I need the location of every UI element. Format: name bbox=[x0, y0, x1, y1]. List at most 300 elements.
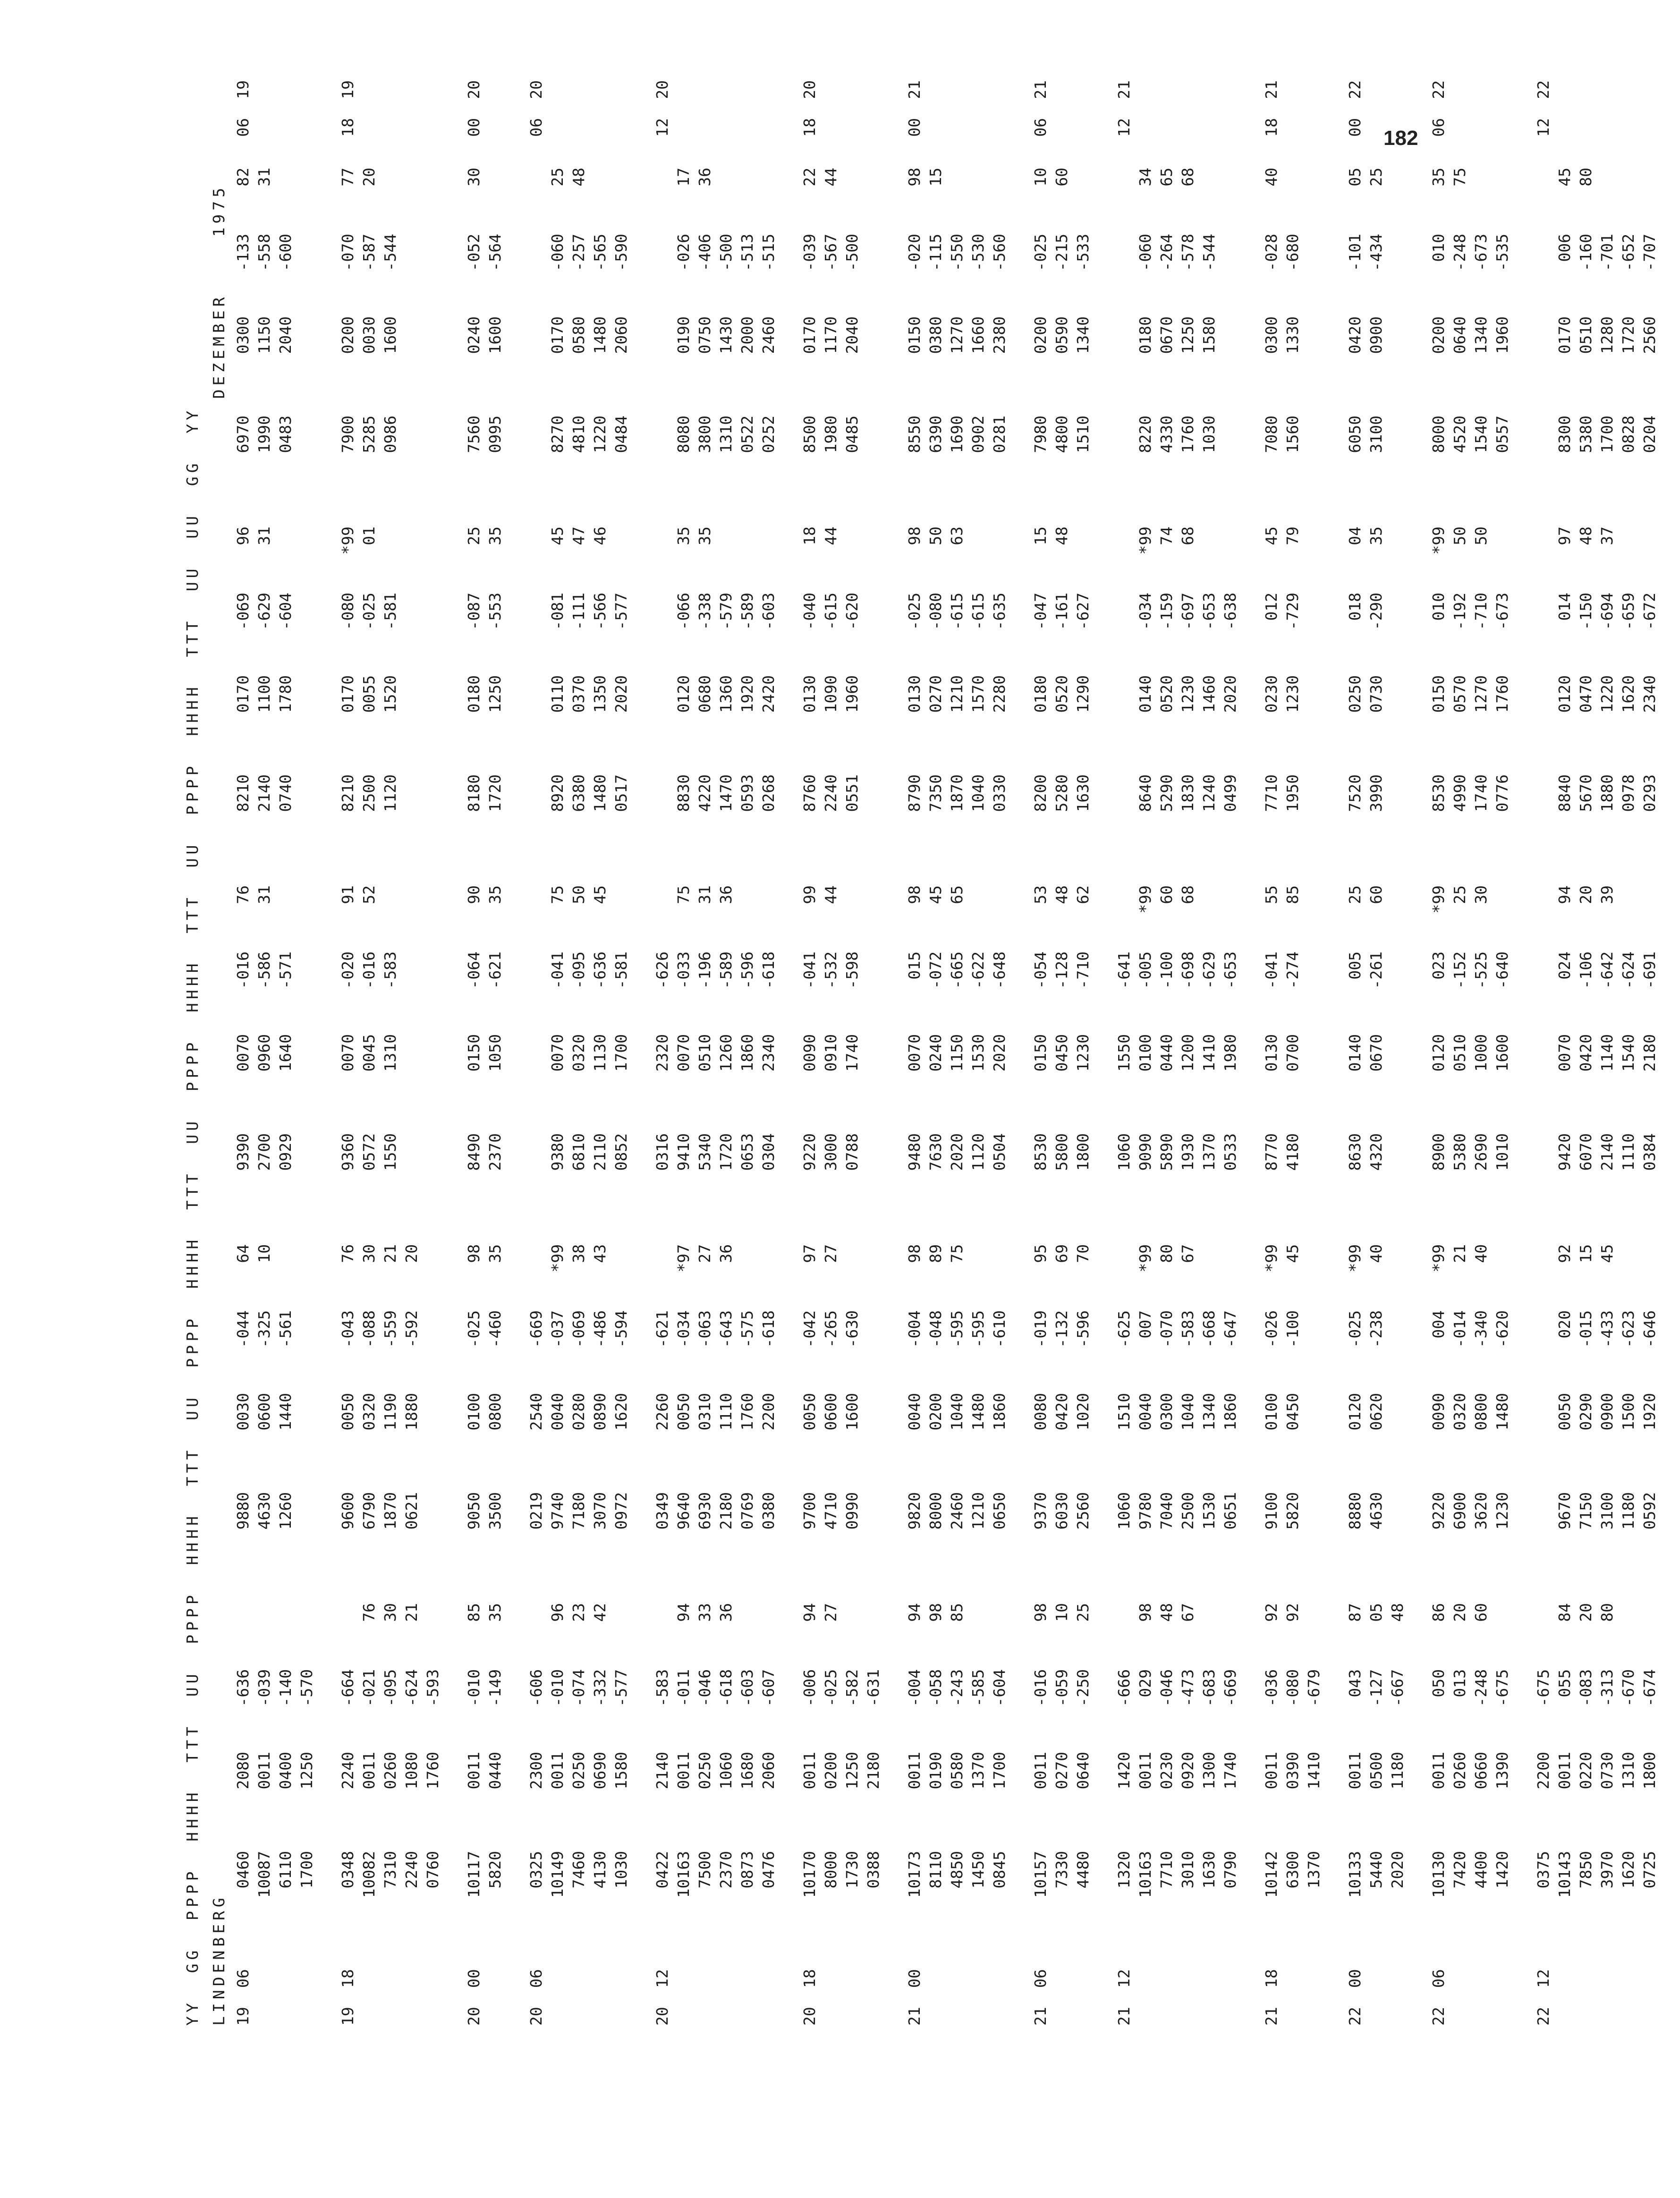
hour-gg bbox=[611, 1950, 632, 1988]
cell-ttt: -133 bbox=[234, 234, 252, 272]
cell-uu: 38 bbox=[569, 1244, 588, 1263]
cell-uu bbox=[1072, 168, 1094, 234]
cell-ttt: -653 bbox=[1221, 951, 1239, 989]
cell-pppp: 1620 bbox=[1619, 1851, 1638, 1889]
cell-pppp: 1420 bbox=[1493, 1851, 1511, 1889]
cell-hhhh: 0170 bbox=[548, 316, 567, 354]
observation-block bbox=[904, 874, 925, 1232]
cell-hhhh: 2340 bbox=[759, 1034, 778, 1072]
table-row bbox=[1072, 80, 1094, 2026]
observation-block bbox=[611, 1232, 632, 1591]
cell-hhhh: 1740 bbox=[1221, 1752, 1239, 1790]
cell-uu: 75 bbox=[674, 885, 693, 904]
cell-uu bbox=[526, 168, 547, 234]
cell-ttt: -672 bbox=[1640, 593, 1659, 630]
cell-hhhh bbox=[1303, 1034, 1324, 1133]
observation-block bbox=[1030, 156, 1051, 515]
observation-block bbox=[967, 515, 989, 874]
day-yy: 20 bbox=[653, 2007, 671, 2026]
cell-pppp: 8300 bbox=[1555, 416, 1574, 453]
cell-ttt: -021 bbox=[360, 1669, 378, 1707]
cell-pppp: 1760 bbox=[1179, 416, 1197, 453]
observation-block bbox=[715, 1232, 737, 1591]
observation-block bbox=[526, 156, 547, 515]
observation-block bbox=[715, 1591, 737, 1950]
cell-hhhh: 1230 bbox=[1179, 675, 1197, 713]
cell-uu: 53 bbox=[1031, 885, 1050, 904]
observation-block bbox=[547, 1591, 568, 1950]
cell-hhhh: 0470 bbox=[1577, 675, 1595, 713]
page-number: 182 bbox=[1383, 127, 1418, 150]
cell-hhhh: 0120 bbox=[1346, 1393, 1364, 1431]
cell-pppp: 9220 bbox=[800, 1133, 819, 1171]
cell-hhhh: 0011 bbox=[674, 1752, 693, 1790]
cell-uu bbox=[1303, 1244, 1324, 1310]
observation-block bbox=[1639, 1232, 1660, 1591]
cell-ttt bbox=[422, 951, 443, 1034]
cell-ttt: -669 bbox=[1221, 1669, 1239, 1707]
cell-hhhh: 1080 bbox=[402, 1752, 421, 1790]
cell-hhhh: 1090 bbox=[822, 675, 840, 713]
cell-uu bbox=[1113, 168, 1135, 234]
cell-uu bbox=[1220, 1244, 1241, 1310]
cell-uu bbox=[1198, 1244, 1220, 1310]
cell-hhhh: 0240 bbox=[465, 316, 483, 354]
cell-pppp bbox=[401, 1133, 422, 1232]
cell-pppp: 7520 bbox=[1346, 774, 1364, 812]
cell-uu: 98 bbox=[1031, 1603, 1050, 1622]
cell-uu bbox=[715, 526, 737, 593]
cell-pppp: 5340 bbox=[696, 1133, 714, 1171]
hour-gg: 06 bbox=[1429, 1969, 1448, 1988]
cell-ttt: -473 bbox=[1179, 1669, 1197, 1707]
cell-ttt: -140 bbox=[276, 1669, 295, 1707]
observation-block bbox=[946, 1232, 967, 1591]
day-yy bbox=[715, 1988, 737, 2026]
cell-hhhh: 0250 bbox=[696, 1752, 714, 1790]
cell-ttt bbox=[1303, 951, 1324, 1034]
cell-pppp: 0621 bbox=[402, 1492, 421, 1530]
cell-ttt bbox=[401, 951, 422, 1034]
cell-hhhh: 0200 bbox=[339, 316, 357, 354]
hour-gg: 18 bbox=[339, 1969, 357, 1988]
cell-pppp: 7980 bbox=[1031, 416, 1050, 453]
column-header: HHHH bbox=[183, 1486, 202, 1565]
cell-ttt: -544 bbox=[381, 234, 399, 272]
day-yy bbox=[1282, 1988, 1303, 2026]
cell-hhhh: 1170 bbox=[822, 316, 840, 354]
cell-ttt: -668 bbox=[1200, 1310, 1218, 1348]
observation-block bbox=[296, 1232, 317, 1591]
observation-block bbox=[799, 1591, 820, 1950]
cell-hhhh: 0040 bbox=[905, 1393, 924, 1431]
cell-pppp bbox=[1533, 1492, 1554, 1591]
cell-pppp: 4480 bbox=[1074, 1851, 1092, 1889]
observation-block bbox=[1135, 1591, 1156, 1950]
cell-ttt: -626 bbox=[653, 951, 671, 989]
observation-block bbox=[1072, 874, 1094, 1232]
cell-ttt: -025 bbox=[360, 593, 378, 630]
hour-gg bbox=[673, 1950, 694, 1988]
cell-ttt bbox=[401, 593, 422, 675]
cell-ttt: -019 bbox=[1031, 1310, 1050, 1348]
end-gg: 18 bbox=[800, 118, 819, 137]
year-label: 1975 bbox=[210, 184, 228, 237]
observation-block bbox=[1428, 1232, 1449, 1591]
cell-uu: 50 bbox=[569, 885, 588, 904]
cell-ttt: -081 bbox=[548, 593, 567, 630]
cell-hhhh: 0800 bbox=[486, 1393, 504, 1431]
cell-pppp: 6970 bbox=[234, 416, 252, 453]
day-yy bbox=[1156, 1988, 1177, 2026]
observation-block bbox=[1282, 1591, 1303, 1950]
observation-block bbox=[1156, 156, 1177, 515]
cell-hhhh: 0011 bbox=[1346, 1752, 1364, 1790]
hour-gg bbox=[1051, 1950, 1072, 1988]
cell-hhhh: 0190 bbox=[926, 1752, 945, 1790]
observation-block bbox=[1618, 1232, 1639, 1591]
observation-block bbox=[1366, 1591, 1387, 1950]
observation-block bbox=[401, 156, 422, 515]
observation-block bbox=[232, 156, 254, 515]
cell-ttt: -332 bbox=[591, 1669, 609, 1707]
cell-ttt: -037 bbox=[548, 1310, 567, 1348]
observation-block bbox=[484, 1232, 506, 1591]
observation-block bbox=[422, 1591, 443, 1950]
hour-gg bbox=[946, 1950, 967, 1988]
observation-block bbox=[1177, 1232, 1198, 1591]
cell-pppp: 4990 bbox=[1451, 774, 1469, 812]
table-row bbox=[1366, 80, 1387, 2026]
cell-hhhh: 1600 bbox=[843, 1393, 861, 1431]
cell-pppp: 5440 bbox=[1367, 1851, 1385, 1889]
observation-block bbox=[401, 874, 422, 1232]
cell-uu bbox=[1492, 526, 1513, 593]
cell-uu: *99 bbox=[1429, 1244, 1448, 1273]
observation-block bbox=[1156, 874, 1177, 1232]
observation-block bbox=[422, 874, 443, 1232]
cell-pppp: 8550 bbox=[905, 416, 924, 453]
observation-block bbox=[1618, 874, 1639, 1232]
cell-uu: 95 bbox=[1031, 1244, 1050, 1263]
hour-gg: 12 bbox=[653, 1969, 671, 1988]
observation-block bbox=[1072, 1591, 1094, 1950]
cell-uu bbox=[989, 168, 1010, 234]
cell-uu bbox=[989, 885, 1010, 951]
cell-pppp: 0852 bbox=[612, 1133, 630, 1171]
cell-pppp: 1030 bbox=[612, 1851, 630, 1889]
cell-hhhh: 1430 bbox=[717, 316, 735, 354]
cell-pppp: 1800 bbox=[1074, 1133, 1092, 1171]
cell-uu: 67 bbox=[1179, 1244, 1197, 1263]
cell-pppp: 8790 bbox=[905, 774, 924, 812]
cell-ttt: -583 bbox=[1179, 1310, 1197, 1348]
observation-group bbox=[1030, 80, 1094, 2026]
cell-uu: 92 bbox=[1555, 1244, 1574, 1263]
cell-ttt bbox=[652, 234, 673, 316]
cell-pppp: 0776 bbox=[1493, 774, 1511, 812]
cell-ttt: -624 bbox=[402, 1669, 421, 1707]
cell-hhhh: 0500 bbox=[1367, 1752, 1385, 1790]
cell-ttt: -101 bbox=[1346, 234, 1364, 272]
cell-pppp: 8180 bbox=[465, 774, 483, 812]
cell-pppp: 0485 bbox=[843, 416, 861, 453]
column-header: TTT bbox=[183, 1144, 202, 1210]
day-yy bbox=[1135, 1988, 1156, 2026]
hour-gg bbox=[1449, 1950, 1470, 1988]
cell-hhhh: 0670 bbox=[1157, 316, 1176, 354]
observation-block bbox=[1428, 1591, 1449, 1950]
cell-ttt bbox=[1387, 593, 1408, 675]
cell-hhhh: 1460 bbox=[1200, 675, 1218, 713]
cell-ttt: -577 bbox=[612, 1669, 630, 1707]
cell-hhhh: 1600 bbox=[1493, 1034, 1511, 1072]
cell-uu bbox=[275, 526, 296, 593]
cell-uu bbox=[841, 1244, 863, 1310]
cell-pppp: 0460 bbox=[234, 1851, 252, 1889]
observation-block bbox=[673, 156, 694, 515]
cell-hhhh bbox=[1533, 316, 1554, 416]
observation-block bbox=[758, 874, 779, 1232]
cell-ttt: -006 bbox=[800, 1669, 819, 1707]
cell-hhhh: 0580 bbox=[948, 1752, 966, 1790]
cell-ttt: -034 bbox=[674, 1310, 693, 1348]
cell-uu bbox=[737, 168, 758, 234]
cell-ttt: -192 bbox=[1451, 593, 1469, 630]
cell-hhhh: 2080 bbox=[234, 1752, 252, 1790]
observation-block bbox=[758, 1591, 779, 1950]
cell-pppp: 0592 bbox=[1640, 1492, 1659, 1530]
cell-hhhh: 1340 bbox=[1074, 316, 1092, 354]
table-row bbox=[526, 80, 547, 2026]
cell-uu: 05 bbox=[1367, 1603, 1385, 1622]
observation-block bbox=[841, 156, 863, 515]
cell-pppp: 6030 bbox=[1052, 1492, 1071, 1530]
cell-pppp: 1450 bbox=[969, 1851, 987, 1889]
cell-pppp: 5380 bbox=[1577, 416, 1595, 453]
cell-uu bbox=[841, 526, 863, 593]
cell-hhhh: 1020 bbox=[1074, 1393, 1092, 1431]
cell-ttt: -615 bbox=[822, 593, 840, 630]
cell-pppp: 0990 bbox=[843, 1492, 861, 1530]
observation-block bbox=[946, 515, 967, 874]
cell-hhhh: 0670 bbox=[1367, 1034, 1385, 1072]
station-name: LINDENBERG bbox=[210, 1894, 228, 2026]
cell-ttt: -248 bbox=[1451, 234, 1469, 272]
cell-uu: 35 bbox=[696, 526, 714, 545]
cell-uu: 21 bbox=[402, 1603, 421, 1622]
day-yy bbox=[1051, 1988, 1072, 2026]
cell-hhhh: 2420 bbox=[759, 675, 778, 713]
observation-block bbox=[1470, 1232, 1492, 1591]
cell-hhhh: 0520 bbox=[1157, 675, 1176, 713]
observation-block bbox=[568, 874, 589, 1232]
cell-uu: 74 bbox=[1157, 526, 1176, 545]
cell-ttt: -026 bbox=[1262, 1310, 1281, 1348]
end-gg: 00 bbox=[465, 118, 483, 137]
cell-hhhh bbox=[652, 316, 673, 416]
day-yy bbox=[820, 1988, 841, 2026]
cell-hhhh: 1300 bbox=[1200, 1752, 1218, 1790]
cell-ttt: -044 bbox=[234, 1310, 252, 1348]
cell-ttt: 024 bbox=[1555, 951, 1574, 980]
table-row bbox=[401, 80, 422, 2026]
day-yy bbox=[547, 1988, 568, 2026]
cell-hhhh: 0011 bbox=[1262, 1752, 1281, 1790]
observation-block bbox=[946, 874, 967, 1232]
cell-uu bbox=[1220, 1603, 1241, 1669]
cell-hhhh: 0570 bbox=[1451, 675, 1469, 713]
end-gg: 06 bbox=[527, 118, 545, 137]
cell-hhhh: 1270 bbox=[948, 316, 966, 354]
cell-pppp: 3070 bbox=[591, 1492, 609, 1530]
observation-block bbox=[611, 156, 632, 515]
cell-hhhh: 0140 bbox=[1346, 1034, 1364, 1072]
cell-hhhh: 0250 bbox=[1346, 675, 1364, 713]
cell-pppp: 0380 bbox=[759, 1492, 778, 1530]
observation-block bbox=[1470, 1591, 1492, 1950]
observation-block bbox=[1303, 1232, 1324, 1591]
cell-uu bbox=[1113, 1603, 1135, 1669]
observation-block bbox=[1344, 156, 1366, 515]
cell-ttt: -072 bbox=[926, 951, 945, 989]
observation-block bbox=[1051, 1232, 1072, 1591]
cell-hhhh: 0290 bbox=[1577, 1393, 1595, 1431]
table-row bbox=[1492, 80, 1513, 2026]
observation-block bbox=[1366, 874, 1387, 1232]
cell-pppp: 5280 bbox=[1052, 774, 1071, 812]
cell-pppp bbox=[1533, 416, 1554, 515]
hour-gg bbox=[989, 1950, 1010, 1988]
cell-uu bbox=[989, 1603, 1010, 1669]
cell-ttt bbox=[1387, 1310, 1408, 1393]
cell-hhhh bbox=[422, 316, 443, 416]
cell-pppp: 4520 bbox=[1451, 416, 1469, 453]
cell-hhhh: 1340 bbox=[1200, 1393, 1218, 1431]
cell-hhhh: 1370 bbox=[969, 1752, 987, 1790]
cell-ttt: -088 bbox=[360, 1310, 378, 1348]
observation-block bbox=[422, 156, 443, 515]
cell-pppp: 8490 bbox=[465, 1133, 483, 1171]
cell-pppp bbox=[1387, 1133, 1408, 1232]
cell-hhhh bbox=[401, 675, 422, 774]
cell-ttt: -629 bbox=[1200, 951, 1218, 989]
cell-hhhh: 1530 bbox=[969, 1034, 987, 1072]
observation-block bbox=[1554, 1591, 1575, 1950]
cell-ttt: -561 bbox=[276, 1310, 295, 1348]
hour-gg bbox=[1220, 1950, 1241, 1988]
end-gg: 06 bbox=[1031, 118, 1050, 137]
cell-uu: *99 bbox=[1136, 526, 1154, 555]
cell-hhhh bbox=[1533, 675, 1554, 774]
day-yy bbox=[1618, 1988, 1639, 2026]
cell-pppp: 1700 bbox=[1598, 416, 1616, 453]
cell-pppp: 1480 bbox=[591, 774, 609, 812]
cell-hhhh: 1920 bbox=[1640, 1393, 1659, 1431]
cell-hhhh: 1860 bbox=[1221, 1393, 1239, 1431]
end-gg: 00 bbox=[1346, 118, 1364, 137]
cell-uu: *99 bbox=[1136, 1244, 1154, 1273]
cell-uu: 87 bbox=[1346, 1603, 1364, 1622]
observation-block bbox=[1387, 156, 1408, 515]
cell-ttt: -647 bbox=[1221, 1310, 1239, 1348]
hour-gg bbox=[737, 1950, 758, 1988]
cell-ttt: -063 bbox=[696, 1310, 714, 1348]
cell-uu: 40 bbox=[1472, 1244, 1490, 1263]
cell-ttt: 015 bbox=[905, 951, 924, 980]
cell-uu: 52 bbox=[360, 885, 378, 904]
cell-pppp: 6300 bbox=[1283, 1851, 1302, 1889]
cell-hhhh: 2340 bbox=[1640, 675, 1659, 713]
cell-pppp: 10133 bbox=[1346, 1851, 1364, 1898]
cell-hhhh: 2040 bbox=[843, 316, 861, 354]
cell-hhhh: 1960 bbox=[843, 675, 861, 713]
day-yy bbox=[1366, 1988, 1387, 2026]
cell-ttt: -558 bbox=[255, 234, 273, 272]
cell-ttt: -159 bbox=[1157, 593, 1176, 630]
cell-ttt: -579 bbox=[717, 593, 735, 630]
cell-ttt: -243 bbox=[948, 1669, 966, 1707]
table-row bbox=[904, 80, 925, 2026]
cell-hhhh bbox=[1113, 316, 1135, 416]
cell-ttt: -697 bbox=[1179, 593, 1197, 630]
cell-uu bbox=[967, 1244, 989, 1310]
cell-ttt: -652 bbox=[1619, 234, 1638, 272]
cell-hhhh: 0190 bbox=[674, 316, 693, 354]
day-yy bbox=[841, 1988, 863, 2026]
end-gg: 12 bbox=[1115, 118, 1133, 137]
cell-uu bbox=[254, 1603, 275, 1669]
observation-block bbox=[863, 1232, 884, 1591]
cell-ttt: -635 bbox=[990, 593, 1009, 630]
cell-pppp: 5670 bbox=[1577, 774, 1595, 812]
cell-ttt: -564 bbox=[486, 234, 504, 272]
observation-block bbox=[1533, 874, 1554, 1232]
cell-ttt: 006 bbox=[1555, 234, 1574, 262]
cell-uu: 50 bbox=[926, 526, 945, 545]
cell-uu: 96 bbox=[548, 1603, 567, 1622]
cell-pppp: 0828 bbox=[1619, 416, 1638, 453]
column-header: UU bbox=[183, 815, 202, 868]
cell-pppp: 3100 bbox=[1598, 1492, 1616, 1530]
cell-pppp: 0551 bbox=[843, 774, 861, 812]
cell-hhhh: 0011 bbox=[1136, 1752, 1154, 1790]
cell-uu bbox=[758, 526, 779, 593]
cell-ttt bbox=[1387, 234, 1408, 316]
cell-pppp: 1310 bbox=[717, 416, 735, 453]
cell-ttt: -675 bbox=[1534, 1669, 1553, 1707]
column-header: UU bbox=[183, 538, 202, 592]
cell-uu: 31 bbox=[255, 168, 273, 187]
cell-pppp bbox=[422, 1133, 443, 1232]
cell-ttt bbox=[1387, 951, 1408, 1034]
cell-uu bbox=[1303, 1603, 1324, 1669]
cell-pppp: 0330 bbox=[990, 774, 1009, 812]
cell-pppp: 9670 bbox=[1555, 1492, 1574, 1530]
observation-block bbox=[967, 1591, 989, 1950]
observation-block bbox=[1030, 874, 1051, 1232]
cell-hhhh: 1350 bbox=[591, 675, 609, 713]
day-yy: 22 bbox=[1346, 2007, 1364, 2026]
cell-pppp: 5820 bbox=[486, 1851, 504, 1889]
day-yy bbox=[946, 1988, 967, 2026]
observation-block bbox=[484, 1591, 506, 1950]
cell-uu: 68 bbox=[1179, 526, 1197, 545]
observation-block bbox=[589, 156, 611, 515]
cell-uu bbox=[1533, 526, 1554, 593]
end-gg: 06 bbox=[1429, 118, 1448, 137]
cell-hhhh: 1250 bbox=[1179, 316, 1197, 354]
